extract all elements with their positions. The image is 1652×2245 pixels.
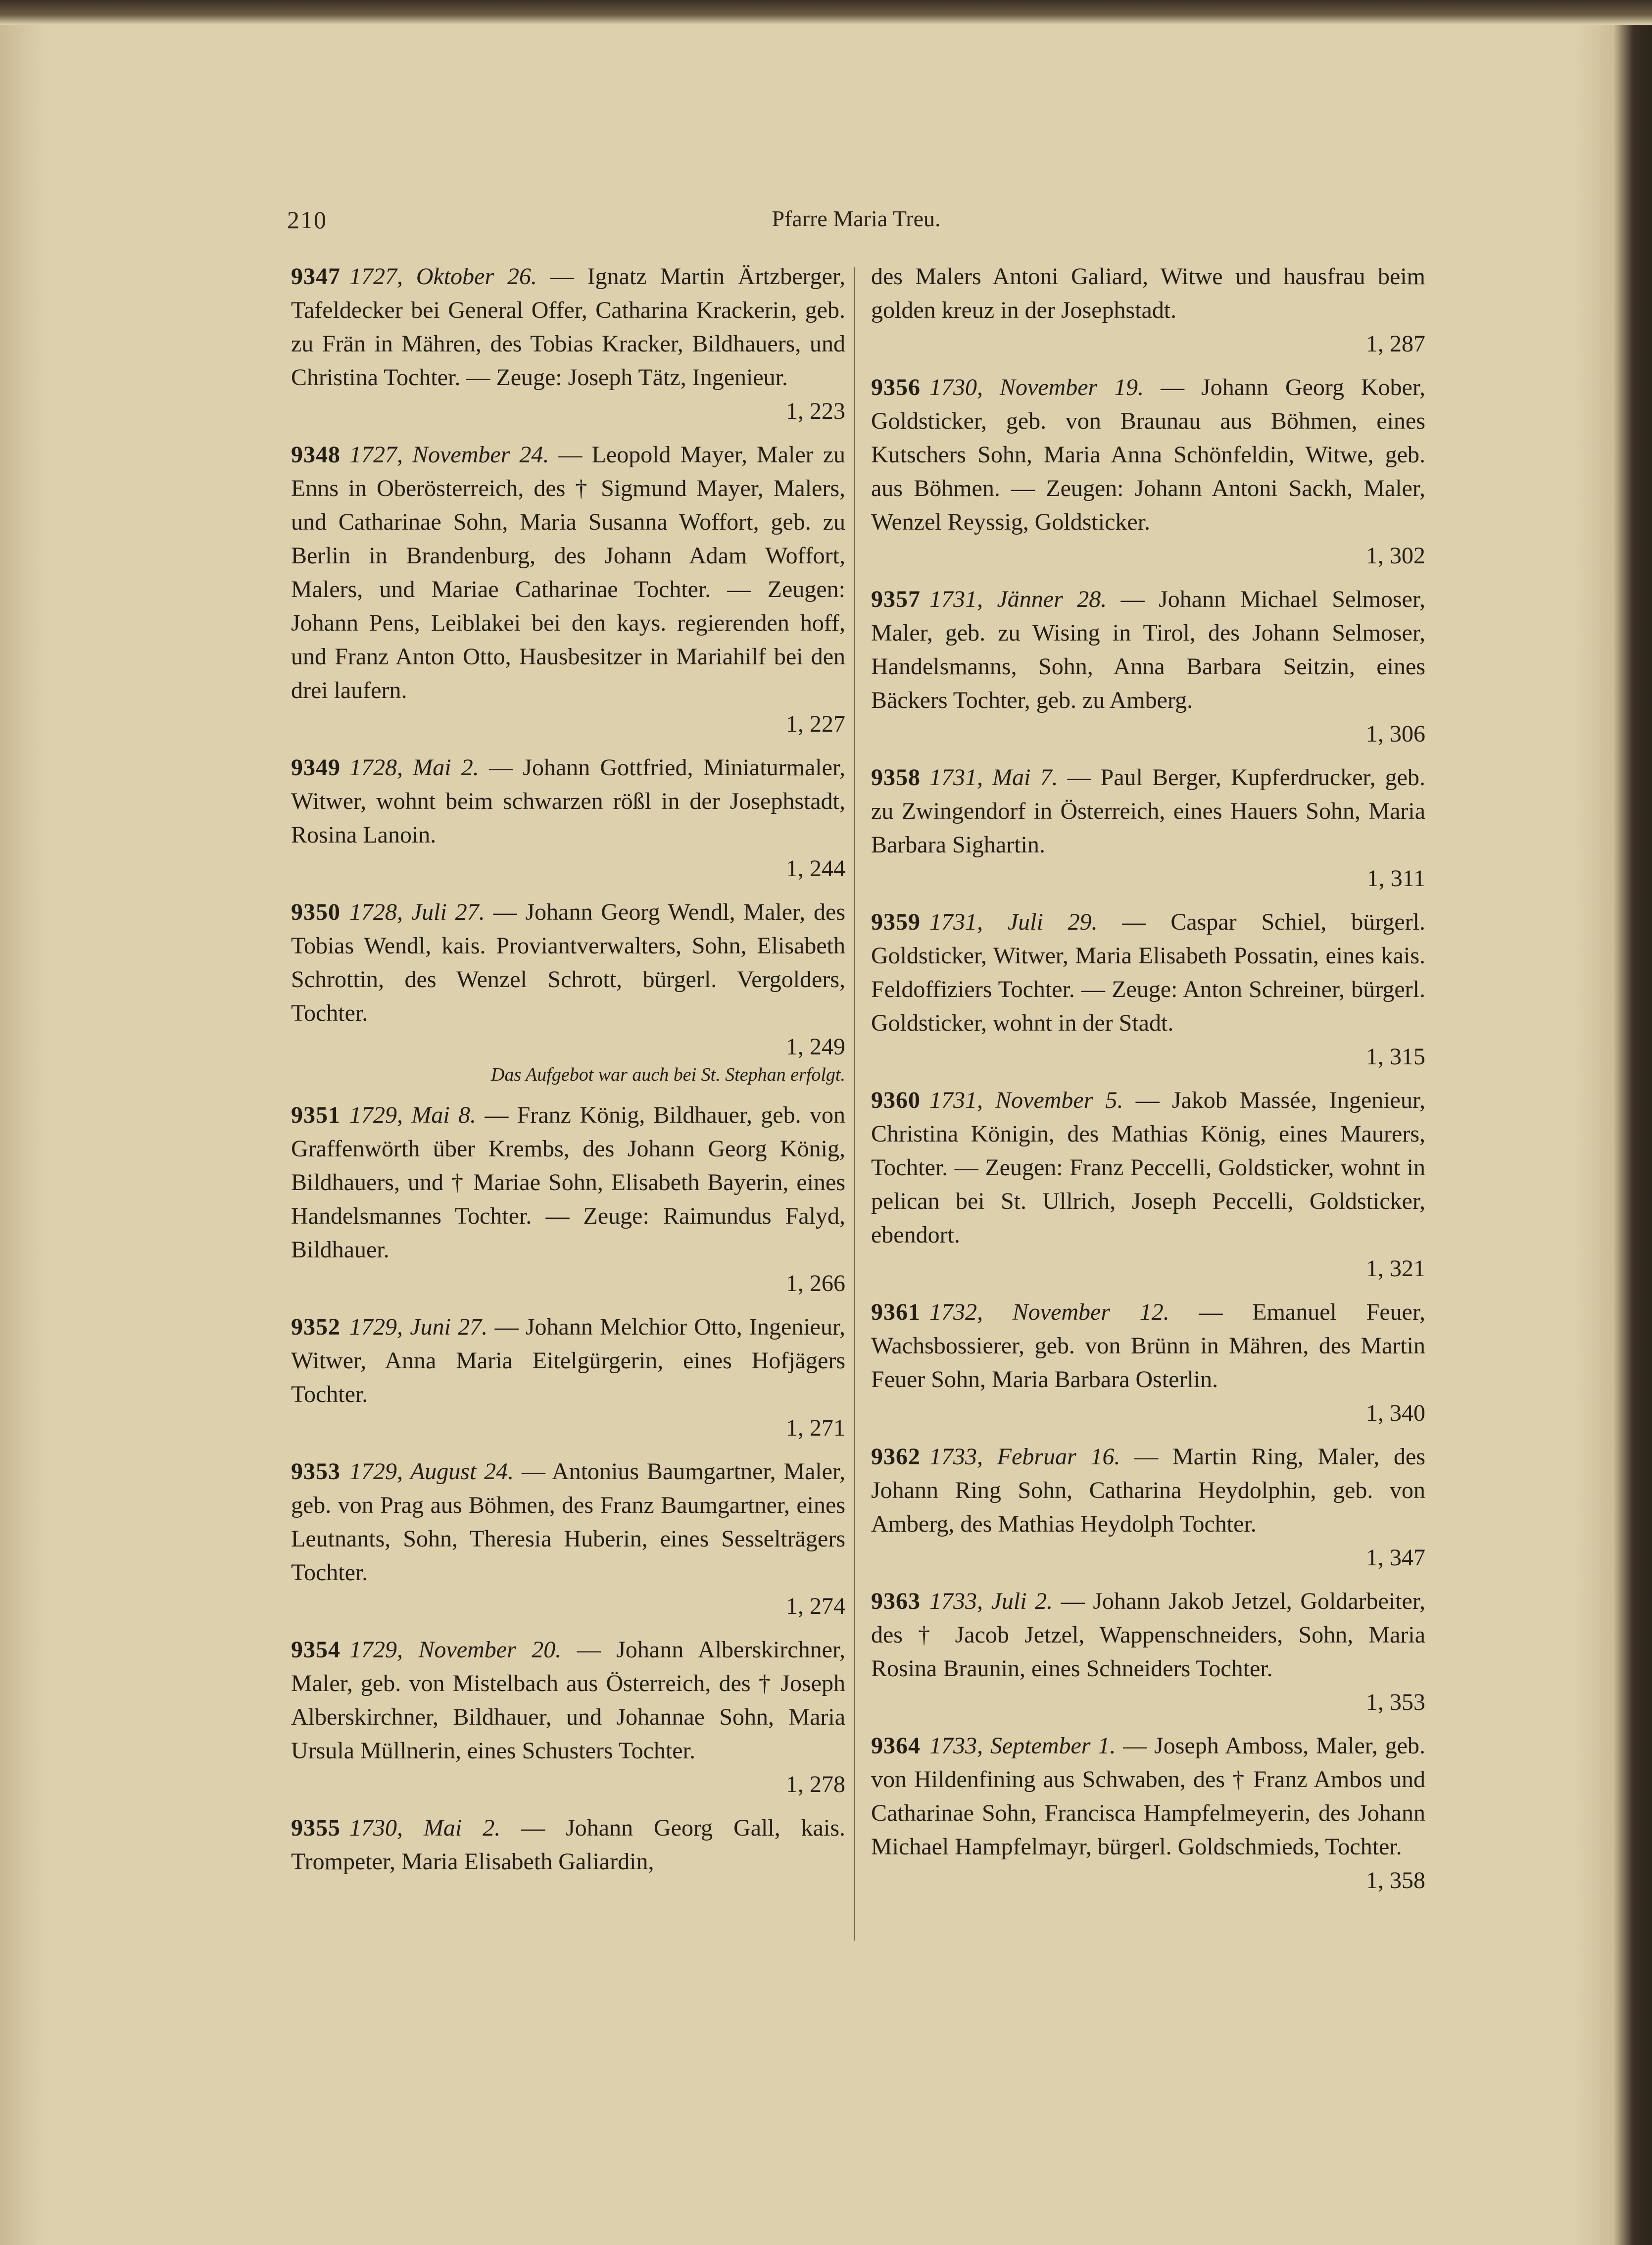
entry-body [871,260,1425,327]
entry-number: 9349 [291,754,340,781]
entry-number: 9350 [291,899,340,925]
entry-number: 9351 [291,1102,340,1128]
right-column [871,260,1425,1907]
entry-body [871,1296,1425,1397]
register-entry [291,1811,845,1879]
entry-date: 1733, September 1. [929,1733,1116,1759]
entry-number: 9359 [871,909,921,935]
entry-reference: 1, 302 [1366,543,1425,569]
entry-date: 1730, November 19. [929,374,1144,400]
entry-date: 1727, Oktober 26. [349,263,537,290]
entry-text: — Johann Gottfried, Miniaturmaler, Witwer, wohnt beim schwarzen rößl in der Josephstadt, Rosina Lanoin. [291,754,846,848]
entry-reference: 1, 266 [786,1270,845,1297]
page-number: 210 [287,206,327,234]
entry-text: — Johann Michael Selmoser, Maler, geb. zu Wising in Tirol, des Johann Selmoser, Handelsmanns, Sohn, Anna Barbara Seitzin, eines Bäckers Tochter, geb. zu Amberg. [871,586,1426,713]
register-entry [291,438,845,741]
entry-text: — Antonius Baumgartner, Maler, geb. von Prag aus Böhmen, des Franz Baumgartner, eines Leutnants, Sohn, Theresia Huberin, eines Sesselträgers Tochter. [291,1458,846,1586]
entry-reference: 1, 271 [786,1415,845,1441]
entry-date: 1733, Juli 2. [929,1588,1053,1614]
entry-reference: 1, 274 [786,1593,845,1619]
register-entry [871,371,1425,573]
entry-body [871,583,1425,717]
entry-body [871,1729,1425,1864]
entry-number: 9354 [291,1637,340,1663]
register-entry [291,1455,845,1623]
entry-number: 9352 [291,1314,340,1340]
entry-number: 9362 [871,1444,921,1470]
left-column [291,260,845,1889]
entry-reference: 1, 358 [1366,1867,1425,1894]
entry-date: 1732, November 12. [929,1299,1169,1325]
entry-body [871,1084,1425,1252]
entry-text: — Johann Melchior Otto, Ingenieur, Witwer, Anna Maria Eitelgürgerin, eines Hofjägers Tochter. [291,1314,846,1407]
entry-date: 1731, Jänner 28. [929,586,1107,612]
register-entry [871,1296,1425,1430]
register-entry [871,1440,1425,1575]
entry-reference: 1, 321 [1366,1255,1425,1282]
entry-number: 9358 [871,764,921,791]
entry-body [291,1310,845,1411]
entry-reference: 1, 353 [1366,1689,1425,1715]
register-entry [871,1084,1425,1286]
entry-text: — Caspar Schiel, bürgerl. Goldsticker, Witwer, Maria Elisabeth Possatin, eines kais. Feldoffiziers Tochter. — Zeuge: Anton Schreiner, bürgerl. Goldsticker, wohnt in der Stadt. [871,909,1426,1036]
entry-body [871,371,1425,539]
entry-reference: 1, 227 [786,711,845,737]
entry-reference: 1, 223 [786,398,845,424]
entry-reference: 1, 306 [1366,721,1425,747]
entry-number: 9355 [291,1815,340,1841]
entry-number: 9364 [871,1733,921,1759]
entry-number: 9348 [291,442,340,468]
entry-body [871,761,1425,862]
entry-text: — Johann Georg Wendl, Maler, des Tobias Wendl, kais. Proviantverwalters, Sohn, Elisabeth Schrottin, des Wenzel Schrott, bürgerl. Vergolders, Tochter. [291,899,845,1026]
entry-text: — Johann Georg Kober, Goldsticker, geb. von Braunau aus Böhmen, eines Kutschers Sohn, Maria Anna Schönfeldin, Witwe, geb. aus Böhmen. — Zeugen: Johann Antoni Sackh, Maler, Wenzel Reyssig, Goldsticker. [871,374,1425,535]
entry-text: — Paul Berger, Kupferdrucker, geb. zu Zwingendorf in Österreich, eines Hauers Sohn, Maria Barbara Sighartin. [871,764,1425,858]
register-entry [871,905,1425,1074]
entry-date: 1729, August 24. [349,1458,514,1485]
page-header [287,205,1425,240]
entry-date: 1729, Juni 27. [349,1314,488,1340]
entry-date: 1728, Juli 27. [349,899,485,925]
register-entry [291,1633,845,1801]
register-entry [871,583,1425,751]
register-entry [871,260,1425,361]
entry-date: 1731, Juli 29. [929,909,1098,935]
entry-body [291,1633,845,1768]
entry-body [291,1098,845,1267]
entry-body [291,438,845,707]
entry-text: — Ignatz Martin Ärtzberger, Tafeldecker bei General Offer, Catharina Krackerin, geb. zu Frän in Mähren, des Tobias Kracker, Bildhauers, und Christina Tochter. — Zeuge: Joseph Tätz, Ingenieur. [291,263,845,391]
entry-date: 1733, Februar 16. [929,1444,1120,1470]
register-entry [291,751,845,886]
entry-text: — Franz König, Bildhauer, geb. von Graffenwörth über Krembs, des Johann Georg König, Bildhauers, und † Mariae Sohn, Elisabeth Bayerin, eines Handelsmannes Tochter. — Zeuge: Raimundus Falyd, Bildhauer. [291,1102,845,1263]
register-entry [291,896,845,1089]
entry-reference: 1, 311 [1366,865,1425,892]
register-entry [291,1310,845,1445]
entry-note: Das Aufgebot war auch bei St. Stephan erfolgt. [491,1064,845,1085]
entry-number: 9361 [871,1299,921,1325]
entry-date: 1728, Mai 2. [349,754,479,781]
register-entry [871,761,1425,896]
entry-text: — Johann Georg Gall, kais. Trompeter, Maria Elisabeth Galiardin, [291,1815,845,1875]
register-entry [291,1098,845,1300]
entry-text: — Johann Alberskirchner, Maler, geb. von Mistelbach aus Österreich, des † Joseph Alberskirchner, Bildhauer, und Johannae Sohn, Maria Ursula Müllnerin, eines Schusters Tochter. [291,1637,845,1764]
register-entry [291,260,845,428]
entry-body [291,1455,845,1590]
entry-body [291,260,845,395]
entry-date: 1731, November 5. [929,1087,1123,1113]
entry-body [871,1440,1425,1541]
entry-reference: 1, 315 [1366,1044,1425,1070]
entry-number: 9347 [291,263,340,290]
entry-body [871,905,1425,1040]
entry-number: 9357 [871,586,921,612]
entry-text: — Joseph Amboss, Maler, geb. von Hildenfining aus Schwaben, des † Franz Ambos und Catharinae Sohn, Francisca Hampfelmeyerin, des Johann Michael Hampfelmayr, bürgerl. Goldschmieds, Tochter. [871,1733,1426,1860]
entry-number: 9356 [871,374,921,400]
entry-date: 1729, Mai 8. [349,1102,476,1128]
page-edge-shadow [0,0,1652,25]
entry-body [871,1585,1425,1686]
entry-reference: 1, 278 [786,1771,845,1797]
entry-body [291,1811,845,1879]
entry-reference: 1, 249 [786,1034,845,1060]
register-entry [871,1585,1425,1719]
entry-date: 1730, Mai 2. [349,1815,501,1841]
entry-text: — Jakob Massée, Ingenieur, Christina Königin, des Mathias König, eines Maurers, Tochter. — Zeugen: Franz Peccelli, Goldsticker, wohnt in pelican bei St. Ullrich, Joseph Peccelli, Goldsticker, ebendort. [871,1087,1426,1248]
entry-number: 9363 [871,1588,921,1614]
register-entry [871,1729,1425,1897]
entry-reference: 1, 340 [1366,1400,1425,1426]
entry-reference: 1, 244 [786,855,845,882]
entry-text: — Leopold Mayer, Maler zu Enns in Oberösterreich, des † Sigmund Mayer, Malers, und Catharinae Sohn, Maria Susanna Woffort, geb. zu Berlin in Brandenburg, des Johann Adam Woffort, Malers, und Mariae Catharinae Tochter. — Zeugen: Johann Pens, Leiblakei bei den kays. regierenden hoff, und Franz Anton Otto, Hausbesitzer in Mariahilf bei den drei laufern. [291,442,846,703]
entry-body [291,896,845,1030]
column-divider [854,267,855,1941]
entry-reference: 1, 287 [1366,331,1425,357]
entry-text: des Malers Antoni Galiard, Witwe und hausfrau beim golden kreuz in der Josephstadt. [871,263,1425,323]
entry-date: 1729, November 20. [349,1637,562,1663]
entry-number: 9360 [871,1087,921,1113]
entry-date: 1727, November 24. [349,442,549,468]
entry-text: — Emanuel Feuer, Wachsbossierer, geb. von Brünn in Mähren, des Martin Feuer Sohn, Maria Barbara Osterlin. [871,1299,1425,1393]
entry-reference: 1, 347 [1366,1545,1425,1571]
entry-body [291,751,845,852]
entry-date: 1731, Mai 7. [929,764,1058,791]
entry-number: 9353 [291,1458,340,1485]
running-title: Pfarre Maria Treu. [772,206,941,231]
entry-text: — Martin Ring, Maler, des Johann Ring Sohn, Catharina Heydolphin, geb. von Amberg, des Mathias Heydolph Tochter. [871,1444,1425,1537]
entry-text: — Johann Jakob Jetzel, Goldarbeiter, des † Jacob Jetzel, Wappenschneiders, Sohn, Maria Rosina Braunin, eines Schneiders Tochter. [871,1588,1425,1682]
